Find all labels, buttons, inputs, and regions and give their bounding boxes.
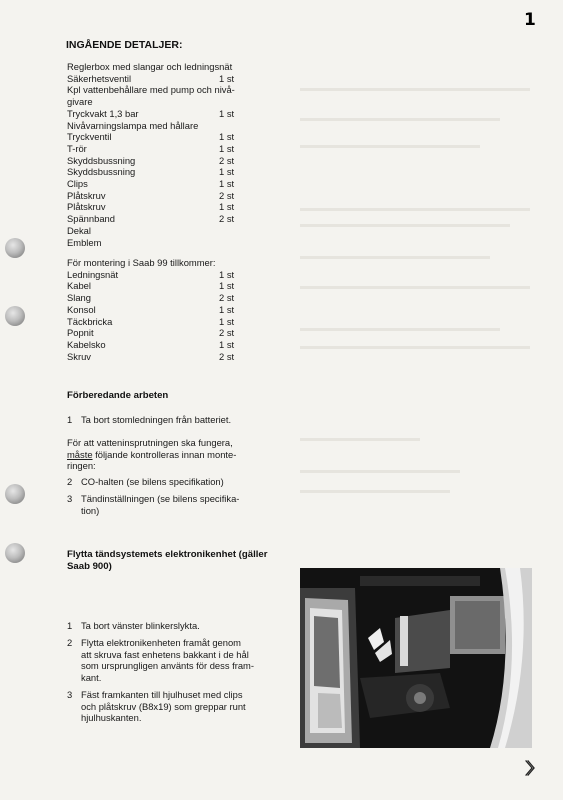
saab99-row [67,304,257,316]
part-name: Slang [67,292,91,304]
part-name: Emblem [67,236,102,248]
engine-bay-photo [300,568,532,748]
parts-row [67,201,257,213]
part-name: T-rör [67,142,87,154]
part-qty: 1 st [219,201,235,213]
prep-paragraph-line: För att vatteninsprutningen ska fungera, [67,437,233,448]
saab99-heading: För montering i Saab 99 tillkommer: [67,257,216,268]
parts-row [67,190,257,202]
part-qty: 1 st [219,131,235,143]
step-number: 2 [67,476,73,487]
part-name: Kabelsko [67,338,106,350]
saab99-list [67,257,257,362]
prep-step [67,414,293,426]
prep-heading: Förberedande arbeten [67,390,169,401]
part-qty: 2 st [219,213,235,225]
parts-row [67,155,257,167]
part-name: Skruv [67,350,91,362]
part-name: Popnit [67,327,94,339]
part-name: Reglerbox med slangar och ledningsnät [67,61,233,72]
binder-hole [5,484,25,504]
part-qty: 1 st [219,166,235,178]
prep-paragraph-rest: följande kontrolleras innan monte- [92,448,237,460]
parts-row [67,225,257,237]
prep-paragraph [67,437,297,472]
part-name: Konsol [67,303,96,315]
saab99-row [67,269,257,281]
bleed-through [300,490,450,493]
prep-paragraph-line: ringen: [67,460,96,472]
engine-bay-illustration [300,568,532,748]
part-name: Skyddsbussning [67,166,136,178]
saab99-row [67,280,257,292]
emphasis-word: måste [67,448,93,460]
prep-step [67,476,293,488]
part-qty: 1 st [219,268,235,280]
step-text: CO-halten (se bilens specifikation) [81,476,224,487]
part-qty: 1 st [219,178,235,190]
parts-row [67,73,257,85]
part-name: Spännband [67,213,115,225]
part-qty: 2 st [219,189,235,201]
parts-row [67,120,257,132]
saab99-row [67,339,257,351]
step-number: 2 [67,637,73,648]
binder-hole [5,543,25,563]
step-text: Tändinställningen (se bilens specifika- tion) [81,493,240,516]
step-number: 3 [67,493,73,504]
part-qty: 1 st [219,338,235,350]
bleed-through [300,346,530,349]
part-name: Säkerhetsventil [67,72,132,84]
parts-row [67,166,257,178]
parts-row [67,178,257,190]
part-qty: 1 st [219,303,235,315]
next-page-arrow-icon[interactable]: 〉〉 [525,761,538,778]
part-name: Tryckvakt 1,3 bar [67,107,139,119]
part-qty: 1 st [219,72,235,84]
part-name: Clips [67,178,88,190]
parts-row [67,131,257,143]
part-name: Plåtskruv [67,201,106,213]
parts-row [67,143,257,155]
page-number: 1 [524,10,536,30]
saab99-row [67,351,257,363]
parts-row [67,237,257,249]
bleed-through [300,208,530,211]
binder-hole [5,306,25,326]
step-number: 1 [67,620,73,631]
saab99-row [67,316,257,328]
bleed-through [300,256,490,259]
part-qty: 1 st [219,107,235,119]
parts-row [67,213,257,225]
parts-row [67,108,257,120]
part-name: Nivåvarningslampa med hållare [67,119,199,131]
part-name: Tryckventil [67,131,112,143]
bleed-through [300,438,420,441]
parts-list [67,61,257,248]
part-qty: 1 st [219,142,235,154]
part-name: Skyddsbussning [67,154,136,166]
part-name: Täckbricka [67,315,113,327]
prep-paragraph-line [67,449,297,461]
saab99-heading-row [67,257,257,269]
part-qty: 2 st [219,292,235,304]
step-number: 1 [67,414,73,425]
parts-heading: INGÅENDE DETALJER: [66,39,183,51]
part-qty: 2 st [219,327,235,339]
part-qty: 1 st [219,280,235,292]
part-qty: 1 st [219,315,235,327]
step-text: Fäst framkanten till hjulhuset med clips och plåtskruv (B8x19) som greppar runt hjulhuskanten. [81,689,246,724]
bleed-through [300,145,480,148]
part-name: Dekal [67,224,91,236]
saab99-row [67,292,257,304]
part-qty: 2 st [219,350,235,362]
step-text: Ta bort vänster blinkerslykta. [81,620,200,631]
bleed-through [300,328,500,331]
parts-row [67,61,257,73]
prep-step [67,493,293,516]
bleed-through [300,118,500,121]
move-step [67,689,293,724]
binder-hole [5,238,25,258]
part-name: Kabel [67,280,91,292]
step-text: Ta bort stomledningen från batteriet. [81,414,232,425]
part-name: Kpl vattenbehållare med pump och nivå- givare [67,84,235,108]
parts-row [67,84,257,107]
bleed-through [300,224,510,227]
bleed-through [300,470,460,473]
part-name: Plåtskruv [67,189,106,201]
part-qty: 2 st [219,154,235,166]
part-name: Ledningsnät [67,268,119,280]
bleed-through [300,286,530,289]
step-number: 3 [67,689,73,700]
move-heading: Flytta tändsystemets elektronikenhet (gäller Saab 900) [67,549,268,572]
step-text: Flytta elektronikenheten framåt genom att skruva fast enhetens bakkant i de hål som ursprungligen använts för dess fram- kant. [81,637,254,684]
move-step [67,637,293,684]
bleed-through [300,88,530,91]
move-step [67,620,293,632]
saab99-row [67,327,257,339]
